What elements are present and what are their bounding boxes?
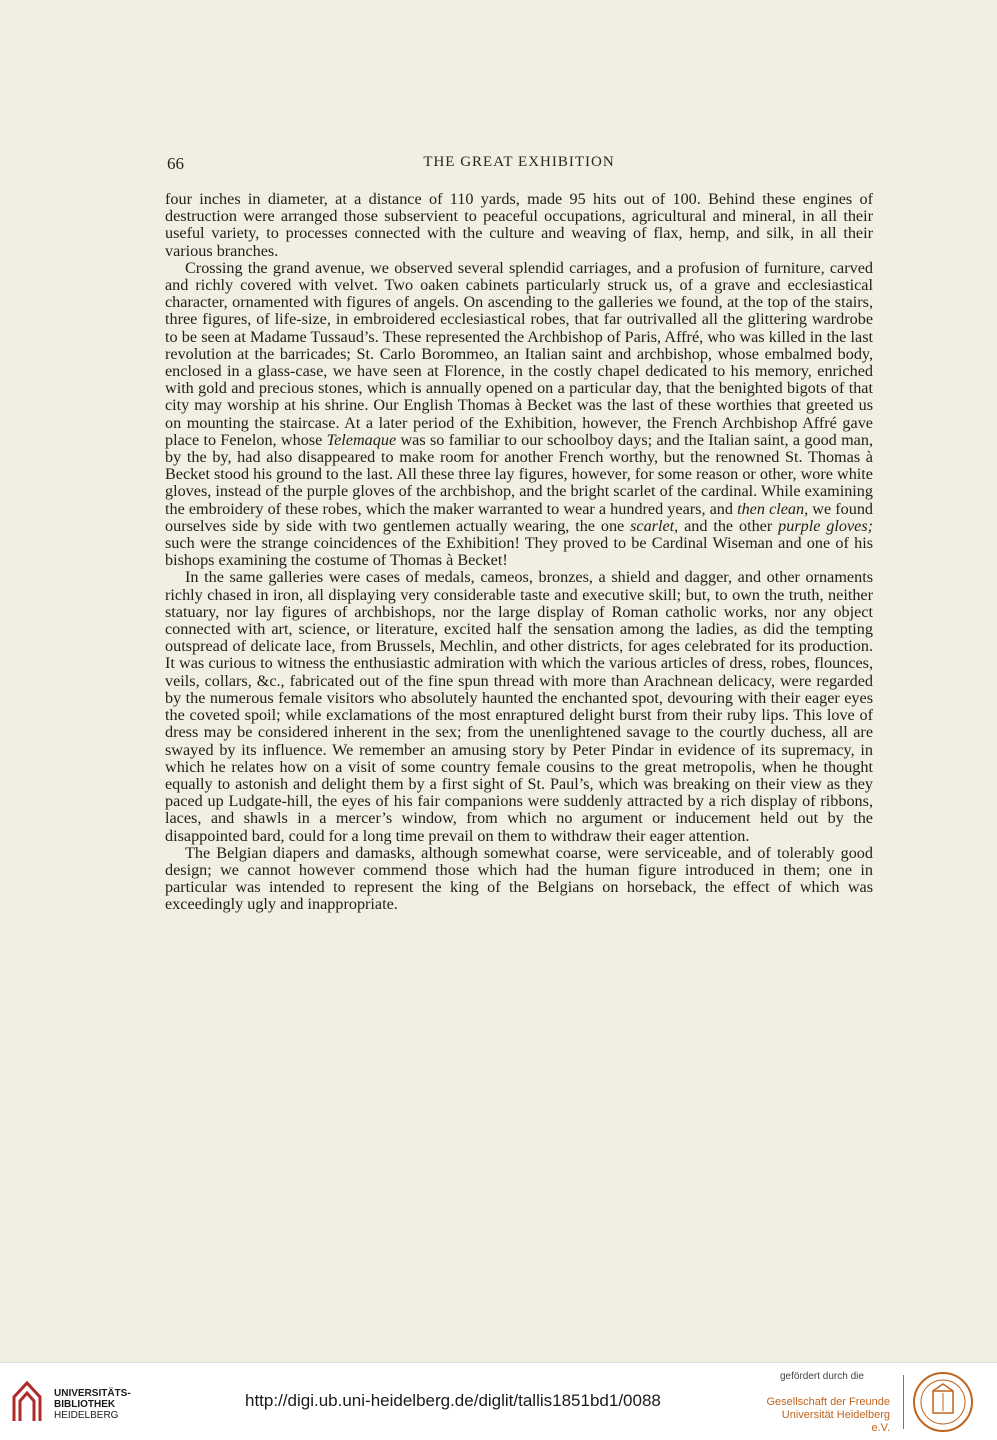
paragraph-2-text-e: such were the strange coincidences of the Exhibition! They proved to be Cardinal Wiseman and one of his bishops examining the costume of Thomas à Becket!: [165, 534, 873, 570]
italic-telemaque: Telemaque: [326, 430, 397, 449]
sponsor-divider: [903, 1375, 904, 1429]
paragraph-2-text-d: and the other: [684, 516, 773, 535]
paragraph-3: [165, 569, 873, 844]
paragraph-2: [165, 260, 873, 570]
sponsor-name-line-2: Universität Heidelberg e.V.: [781, 1409, 890, 1434]
sponsor-name-line-1: Gesellschaft der Freunde: [766, 1396, 890, 1408]
sponsor-intro: gefördert durch die: [780, 1371, 864, 1382]
italic-purple-gloves: purple gloves;: [778, 516, 874, 535]
sponsor-block: [764, 1371, 904, 1435]
library-name: [54, 1388, 131, 1421]
page-number: 66: [167, 154, 184, 173]
library-logo-icon: [10, 1377, 44, 1425]
running-head: THE GREAT EXHIBITION: [423, 154, 615, 170]
italic-scarlet: scarlet,: [630, 516, 679, 535]
library-line-1: UNIVERSITÄTS-: [54, 1388, 131, 1399]
permalink-url[interactable]: http://digi.ub.uni-heidelberg.de/diglit/tallis1851bd1/0088: [245, 1391, 661, 1410]
paragraph-3-text: In the same galleries were cases of medals, cameos, bronzes, a shield and dagger, and other ornaments richly chased in iron, all displaying very considerable taste and executive skill; but, to own the truth, neither statuary, nor lay figures of archbishops, nor the large display of Roman catholic works, nor any object connected with art, science, or literature, excited half the sensation among the ladies, as did the tempting outspread of delicate lace, from Brussels, Mechlin, and other districts, for ages celebrated for its production. It was curious to witness the enthusiastic admiration with which the various articles of dress, robes, flounces, veils, collars, &c., fabricated out of the fine spun thread with more than Arachnean delicacy, were regarded by the numerous female visitors who absolutely haunted the enchanted spot, devouring with their eager eyes the coveted spoil; while exclamations of the most enraptured delight burst from their ruby lips. This love of dress may be considered inherent in the sex; from the unenlightened savage to the courtly duchess, all are swayed by its influence. We remember an amusing story by Peter Pindar in evidence of its supremacy, in which he relates how on a visit of some country female cousins to the great metropolis, when he thought equally to astonish and delight them by a first sight of St. Paul’s, which was breaking on their view as they paced up Ludgate-hill, the eyes of his fair companions were suddenly attracted by a rich display of ribbons, laces, and shawls in a mercer’s window, from which no argument or inducement held out by the disappointed bard, could for a long time prevail on them to withdraw their eager attention.: [165, 568, 873, 845]
paragraph-1-text: four inches in diameter, at a distance of 110 yards, made 95 hits out of 100. Behind these engines of destruction were arranged those subservient to peaceful occupations, agricultural and mineral, in all their useful variety, to processes connected with the culture and weaving of flax, hemp, and silk, in all their various branches.: [165, 190, 873, 260]
page-header: [165, 152, 873, 178]
italic-then-clean: then clean,: [737, 499, 809, 518]
paragraph-4-text: The Belgian diapers and damasks, although somewhat coarse, were serviceable, and of tolerably good design; we cannot however commend those which had the human figure introduced in them; one in particular was intended to represent the king of the Belgians on horseback, the effect of which was exceedingly ugly and inappropriate.: [165, 843, 873, 914]
library-line-3: HEIDELBERG: [54, 1410, 119, 1421]
university-seal-icon: [912, 1371, 974, 1433]
body-text: [165, 191, 873, 914]
paragraph-2-text-c: we found ourselves side by side with two gentlemen actually wearing, the one: [165, 499, 874, 535]
footer-bar: [0, 1362, 997, 1440]
paragraph-4: [165, 845, 873, 914]
paragraph-1: [165, 191, 873, 260]
library-line-2: BIBLIOTHEK: [54, 1399, 116, 1410]
paragraph-2-text-a: Crossing the grand avenue, we observed several splendid carriages, and a profusion of furniture, carved and richly covered with velvet. Two oaken cabinets particularly struck us, of a grave and ecclesiastical character, ornamented with figures of angels. On ascending to the galleries we found, at the top of the stairs, three figures, of life-size, in embroidered ecclesiastical robes, that far outrivalled all the glittering wardrobe to be seen at Madame Tussaud’s. These represented the Archbishop of Paris, Affré, who was killed in the last revolution at the barricades; St. Carlo Borommeo, an Italian saint and archbishop, whose embalmed body, enclosed in a glass-case, we have seen at Florence, in the costly chapel dedicated to his memory, enriched with gold and precious stones, which is annually opened on a particular day, that the benighted bigots of that city may worship at his shrine. Our English Thomas à Becket was the last of these worthies that greeted us on mounting the staircase. At a later period of the Exhibition, however, the French Archbishop Affré gave place to Fenelon, whose: [165, 258, 873, 449]
paragraph-2-text-b: was so familiar to our schoolboy days; and the Italian saint, a good man, by the by, had also disappeared to make room for another French worthy, but the renowned St. Thomas à Becket stood his ground to the last. All these three lay figures, however, for some reason or other, wore white gloves, instead of the purple gloves of the archbishop, and the bright scarlet of the cardinal. While examining the embroidery of these robes, which the maker warranted to wear a hundred years, and: [165, 430, 874, 518]
